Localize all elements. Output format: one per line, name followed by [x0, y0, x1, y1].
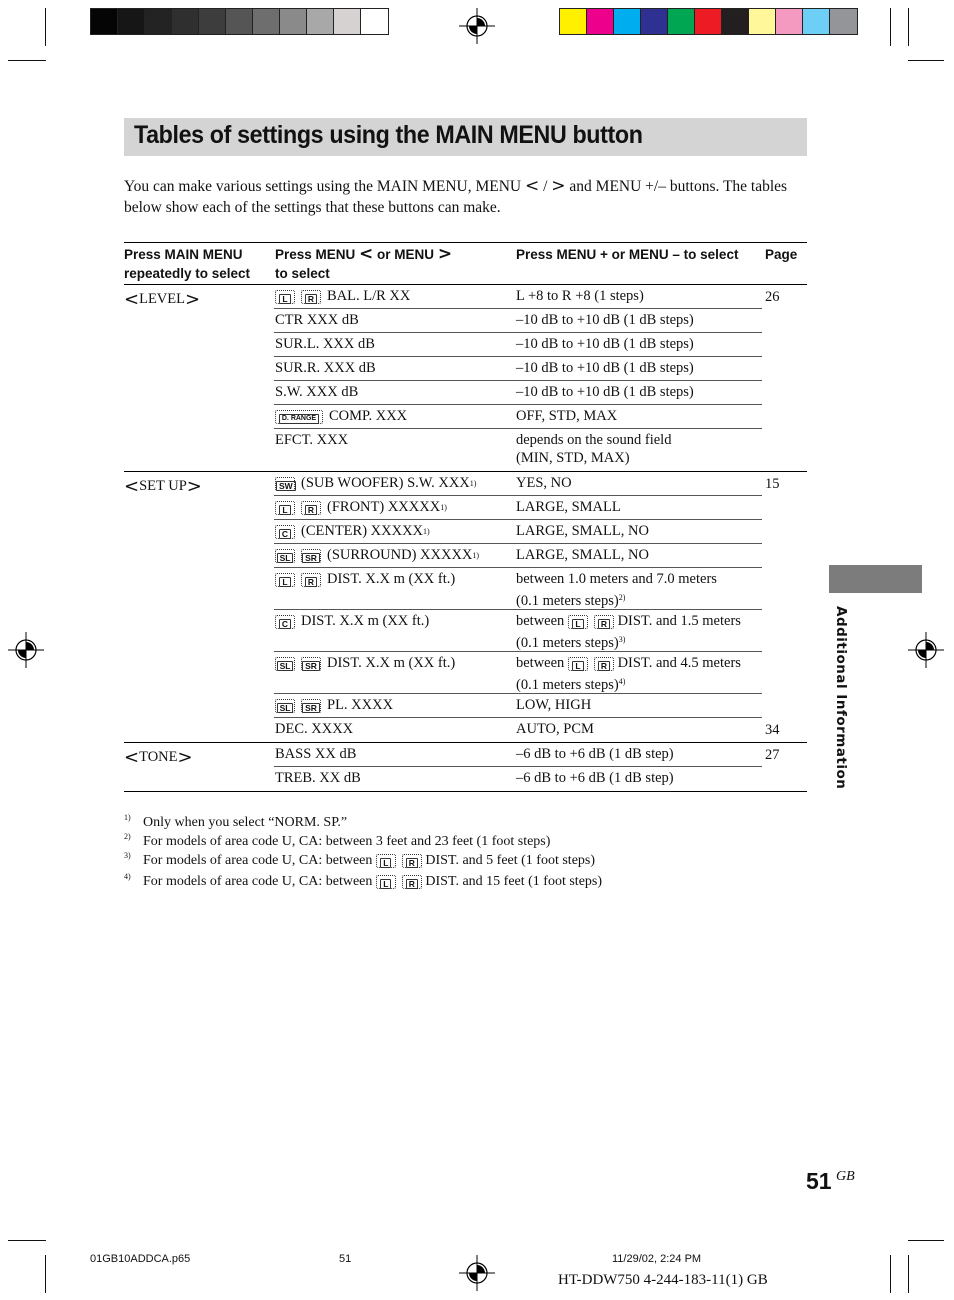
icon-letter: R — [406, 858, 418, 868]
footnote-ref: 1) — [469, 479, 477, 488]
footer-datetime: 11/29/02, 2:24 PM — [612, 1253, 702, 1265]
color-swatch — [749, 9, 776, 34]
value-text: (0.1 meters steps) — [516, 592, 619, 609]
footnote-ref: 4) — [618, 676, 626, 686]
table-row — [274, 694, 762, 718]
setting-cell — [275, 523, 430, 540]
tone-label — [124, 747, 193, 768]
front-right-speaker-icon — [301, 501, 321, 515]
setting-cell: TREB. XX dB — [275, 770, 361, 786]
value-cell: OFF, STD, MAX — [516, 408, 618, 424]
setting-cell: BASS XX dB — [275, 746, 357, 762]
crop-mark — [908, 1255, 909, 1293]
header-page: Page — [765, 247, 798, 262]
setting-cell — [275, 408, 407, 425]
color-swatch — [722, 9, 749, 34]
icon-letter: D. RANGE — [279, 414, 319, 424]
table-row — [274, 743, 762, 767]
group-label-text: SET UP — [139, 478, 187, 494]
icon-letter: C — [279, 529, 291, 539]
icon-letter: R — [305, 505, 317, 515]
surround-left-speaker-icon — [275, 699, 295, 713]
intro-slash: / — [539, 178, 552, 195]
page-ref: 34 — [765, 722, 780, 738]
group-tone — [124, 743, 807, 792]
icon-letter: R — [406, 879, 418, 889]
table-row — [274, 472, 762, 496]
footnote-text — [143, 853, 595, 869]
crop-mark — [908, 60, 944, 61]
section-label: Additional Information — [833, 606, 849, 790]
value-cell: –6 dB to +6 dB (1 dB step) — [516, 770, 674, 786]
intro-paragraph — [124, 176, 809, 218]
crop-mark — [908, 8, 909, 46]
table-row — [274, 405, 762, 429]
page-ref: 26 — [765, 289, 780, 305]
menu-right-icon: > — [177, 747, 193, 768]
value-cell: YES, NO — [516, 475, 572, 491]
footnote-number: 2) — [124, 832, 131, 841]
surround-left-speaker-icon — [275, 657, 295, 671]
value-text: DIST. and 4.5 meters — [613, 655, 741, 671]
gray-swatch — [280, 9, 307, 34]
table-row — [274, 520, 762, 544]
menu-left-icon: < — [124, 476, 140, 497]
footnote-number: 3) — [124, 851, 131, 860]
value-text: (0.1 meters steps) — [516, 676, 619, 693]
icon-letter: SR — [302, 703, 320, 713]
footnote-ref: 1) — [472, 551, 480, 560]
group-label-text: LEVEL — [139, 291, 185, 307]
header-text: Press MENU — [275, 247, 360, 262]
gray-swatch — [118, 9, 145, 34]
setting-cell — [275, 697, 393, 714]
front-right-speaker-icon — [301, 290, 321, 304]
surround-right-speaker-icon — [301, 549, 321, 563]
menu-right-icon: > — [437, 244, 453, 264]
footnote-ref: 1) — [423, 527, 430, 536]
section-tab — [829, 565, 922, 593]
setting-text: (FRONT) XXXXX — [327, 499, 441, 515]
table-row — [274, 381, 762, 405]
crop-mark — [45, 8, 46, 46]
value-cell: AUTO, PCM — [516, 721, 594, 737]
crop-mark — [8, 60, 46, 61]
value-cell: –10 dB to +10 dB (1 dB steps) — [516, 384, 694, 400]
color-swatch — [830, 9, 857, 34]
group-level — [124, 285, 807, 472]
icon-letter: C — [279, 619, 291, 629]
d-range-indicator-icon — [275, 410, 323, 424]
icon-letter: SR — [302, 661, 320, 671]
gray-swatch — [361, 9, 388, 34]
setting-cell — [275, 571, 455, 588]
header-text: or MENU — [373, 247, 438, 262]
setting-cell — [275, 499, 447, 516]
header-main-menu — [124, 245, 250, 283]
value-cell: LOW, HIGH — [516, 697, 592, 713]
setting-cell: DEC. XXXX — [275, 721, 354, 737]
footnote-text-part: For models of area code U, CA: between — [143, 874, 376, 889]
front-right-speaker-icon — [594, 657, 614, 671]
group-setup — [124, 472, 807, 743]
setting-cell: SUR.R. XXX dB — [275, 360, 376, 376]
gray-swatch — [172, 9, 199, 34]
menu-left-icon: < — [124, 747, 140, 768]
header-plus-minus: Press MENU + or MENU – to select — [516, 247, 739, 262]
color-swatch — [614, 9, 641, 34]
footnote-text: Only when you select “NORM. SP.” — [143, 815, 348, 830]
value-text: depends on the sound field — [516, 432, 672, 448]
value-cell — [516, 432, 762, 467]
table-row — [274, 285, 762, 309]
table-row — [274, 767, 762, 791]
icon-letter: SR — [302, 553, 320, 563]
crop-mark — [890, 8, 891, 46]
center-speaker-icon — [275, 525, 295, 539]
setting-cell: EFCT. XXX — [275, 432, 349, 448]
table-row — [274, 357, 762, 381]
front-left-speaker-icon — [568, 657, 588, 671]
menu-right-icon: > — [185, 289, 201, 310]
front-left-speaker-icon — [568, 615, 588, 629]
setting-cell — [275, 288, 410, 305]
table-row — [274, 544, 762, 568]
setting-cell — [275, 547, 479, 564]
setup-label — [124, 476, 202, 497]
surround-left-speaker-icon — [275, 549, 295, 563]
footnote-text: For models of area code U, CA: between 3 feet and 23 feet (1 foot steps) — [143, 834, 551, 849]
icon-letter: L — [380, 858, 391, 868]
footnote-number: 1) — [124, 813, 131, 822]
front-right-speaker-icon — [301, 573, 321, 587]
page-number: 51 — [806, 1168, 832, 1194]
footnote-ref: 2) — [618, 592, 626, 602]
value-cell: –6 dB to +6 dB (1 dB step) — [516, 746, 674, 762]
table-row — [274, 568, 762, 610]
icon-letter: L — [279, 294, 290, 304]
color-swatch — [776, 9, 803, 34]
table-row — [274, 309, 762, 333]
color-swatch — [803, 9, 830, 34]
gray-color-bar — [90, 8, 389, 35]
gray-swatch — [199, 9, 226, 34]
setting-cell: S.W. XXX dB — [275, 384, 359, 400]
value-cell — [516, 571, 762, 610]
table-row — [274, 718, 780, 742]
setting-cell: CTR XXX dB — [275, 312, 359, 328]
front-left-speaker-icon — [376, 854, 396, 868]
gray-swatch — [253, 9, 280, 34]
header-text: repeatedly to select — [124, 266, 251, 281]
table-row — [274, 652, 762, 694]
setting-text: DIST. X.X m (XX ft.) — [327, 655, 456, 671]
header-text: Press MAIN MENU — [124, 247, 243, 262]
icon-letter: R — [305, 294, 317, 304]
gray-swatch — [307, 9, 334, 34]
footnote-ref: 3) — [618, 634, 626, 644]
crop-mark — [908, 1240, 944, 1241]
footnote-number: 4) — [124, 872, 131, 881]
setting-text: COMP. XXX — [329, 408, 408, 424]
icon-letter: SL — [277, 553, 294, 563]
value-cell: –10 dB to +10 dB (1 dB steps) — [516, 336, 694, 352]
footnote-text-part: For models of area code U, CA: between — [143, 853, 376, 868]
title-band — [124, 118, 807, 156]
registration-mark-icon — [459, 1255, 495, 1291]
value-text: between — [516, 613, 568, 629]
gray-swatch — [91, 9, 118, 34]
menu-left-icon: < — [359, 244, 374, 264]
page-suffix: GB — [836, 1169, 855, 1184]
table-row — [274, 496, 762, 520]
front-right-speaker-icon — [594, 615, 614, 629]
settings-table — [124, 242, 807, 792]
intro-text: and MENU +/– buttons. The tables below show each of the settings that these buttons can make. — [124, 178, 788, 216]
menu-right-icon: > — [551, 176, 566, 196]
setting-cell: SUR.L. XXX dB — [275, 336, 375, 352]
menu-left-icon: < — [524, 176, 540, 196]
crop-mark — [890, 1255, 891, 1293]
level-label — [124, 289, 200, 310]
value-cell: –10 dB to +10 dB (1 dB steps) — [516, 360, 694, 376]
value-text: between 1.0 meters and 7.0 meters — [516, 571, 717, 587]
icon-letter: SL — [277, 661, 294, 671]
icon-letter: L — [572, 619, 583, 629]
setting-text: DIST. X.X m (XX ft.) — [327, 571, 456, 587]
value-text: (MIN, STD, MAX) — [516, 449, 630, 466]
footnote-text-part: DIST. and 5 feet (1 foot steps) — [421, 853, 596, 868]
value-cell — [516, 613, 762, 652]
crop-mark — [8, 1240, 46, 1241]
icon-letter: R — [305, 577, 317, 587]
registration-mark-icon — [908, 632, 944, 668]
footer-page: 51 — [339, 1253, 352, 1265]
icon-letter: L — [279, 505, 290, 515]
icon-letter: L — [380, 879, 391, 889]
front-left-speaker-icon — [275, 573, 295, 587]
front-right-speaker-icon — [402, 854, 422, 868]
page-ref: 27 — [765, 747, 780, 763]
value-cell: LARGE, SMALL — [516, 499, 621, 515]
front-left-speaker-icon — [275, 290, 295, 304]
page-ref: 15 — [765, 476, 780, 492]
value-cell — [516, 655, 762, 694]
front-right-speaker-icon — [402, 875, 422, 889]
group-label-text: TONE — [139, 749, 178, 765]
value-text: DIST. and 1.5 meters — [613, 613, 741, 629]
cmyk-color-bar — [559, 8, 858, 35]
color-swatch — [695, 9, 722, 34]
model-number: HT-DDW750 4-244-183-11(1) GB — [558, 1272, 768, 1288]
front-left-speaker-icon — [376, 875, 396, 889]
table-row — [274, 429, 762, 471]
color-swatch — [641, 9, 668, 34]
footnote-text — [143, 874, 602, 890]
intro-text: You can make various settings using the MAIN MENU, MENU — [124, 178, 525, 195]
header-menu-select — [275, 245, 452, 283]
setting-text: (CENTER) XXXXX — [301, 523, 424, 539]
setting-text: DIST. X.X m (XX ft.) — [301, 613, 430, 629]
icon-letter: L — [572, 661, 583, 671]
color-swatch — [587, 9, 614, 34]
icon-letter: R — [598, 661, 610, 671]
table-row — [274, 610, 762, 652]
crop-mark — [45, 1255, 46, 1293]
table-row — [274, 333, 762, 357]
center-speaker-icon — [275, 615, 295, 629]
setting-cell — [275, 475, 476, 492]
value-text: (0.1 meters steps) — [516, 634, 619, 651]
value-text: between — [516, 655, 568, 671]
setting-text: (SUB WOOFER) S.W. XXX — [301, 475, 470, 491]
registration-mark-icon — [8, 632, 44, 668]
header-text: to select — [275, 266, 330, 281]
setting-cell — [275, 655, 455, 672]
setting-text: (SURROUND) XXXXX — [327, 547, 473, 563]
setting-text: PL. XXXX — [327, 697, 394, 713]
registration-mark-icon — [459, 8, 495, 44]
value-cell: LARGE, SMALL, NO — [516, 523, 649, 539]
gray-swatch — [226, 9, 253, 34]
surround-right-speaker-icon — [301, 657, 321, 671]
color-swatch — [668, 9, 695, 34]
gray-swatch — [334, 9, 361, 34]
icon-letter: SL — [277, 703, 294, 713]
subwoofer-speaker-icon — [275, 477, 295, 491]
value-cell: L +8 to R +8 (1 steps) — [516, 288, 644, 304]
footnote-ref: 1) — [440, 503, 447, 512]
icon-letter: R — [598, 619, 610, 629]
icon-letter: SW — [276, 481, 296, 491]
color-swatch — [560, 9, 587, 34]
surround-right-speaker-icon — [301, 699, 321, 713]
footnote-text-part: DIST. and 15 feet (1 foot steps) — [421, 874, 603, 889]
front-left-speaker-icon — [275, 501, 295, 515]
value-cell: LARGE, SMALL, NO — [516, 547, 649, 563]
gray-swatch — [145, 9, 172, 34]
setting-cell — [275, 613, 429, 630]
page-title: Tables of settings using the MAIN MENU button — [134, 121, 643, 149]
menu-right-icon: > — [186, 476, 202, 497]
value-cell: –10 dB to +10 dB (1 dB steps) — [516, 312, 694, 328]
icon-letter: L — [279, 577, 290, 587]
table-header — [124, 242, 807, 285]
menu-left-icon: < — [124, 289, 140, 310]
footer-filename: 01GB10ADDCA.p65 — [90, 1253, 191, 1265]
setting-text: BAL. L/R XX — [327, 288, 411, 304]
